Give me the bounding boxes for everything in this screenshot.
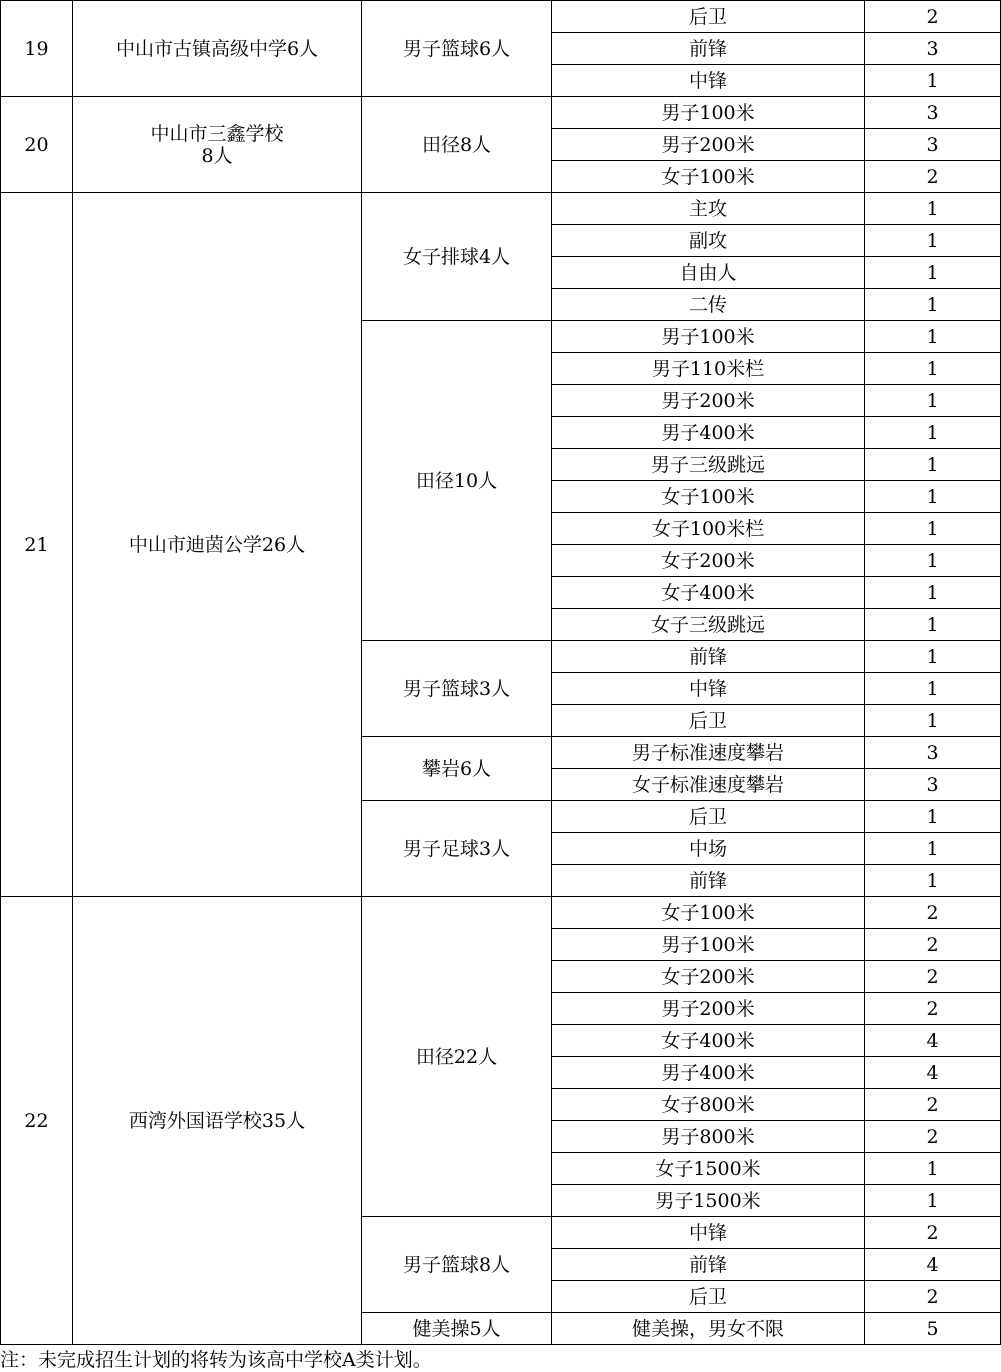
event-count: 1	[865, 673, 1001, 705]
event-count: 1	[865, 353, 1001, 385]
event-count: 1	[865, 641, 1001, 673]
sport-category: 田径8人	[362, 97, 552, 193]
event-name: 男子200米	[552, 385, 865, 417]
event-count: 1	[865, 1153, 1001, 1185]
event-count: 2	[865, 961, 1001, 993]
event-count: 1	[865, 417, 1001, 449]
sport-category: 健美操5人	[362, 1313, 552, 1345]
event-name: 男子200米	[552, 129, 865, 161]
event-name: 男子400米	[552, 417, 865, 449]
event-name: 中场	[552, 833, 865, 865]
event-count: 1	[865, 545, 1001, 577]
event-count: 5	[865, 1313, 1001, 1345]
event-name: 女子1500米	[552, 1153, 865, 1185]
event-name: 后卫	[552, 801, 865, 833]
event-count: 2	[865, 161, 1001, 193]
event-name: 前锋	[552, 641, 865, 673]
event-name: 健美操，男女不限	[552, 1313, 865, 1345]
event-name: 中锋	[552, 65, 865, 97]
event-name: 男子800米	[552, 1121, 865, 1153]
event-count: 3	[865, 33, 1001, 65]
event-count: 1	[865, 1185, 1001, 1217]
event-count: 1	[865, 289, 1001, 321]
event-count: 1	[865, 577, 1001, 609]
event-name: 女子100米	[552, 481, 865, 513]
event-name: 女子800米	[552, 1089, 865, 1121]
event-name: 男子110米栏	[552, 353, 865, 385]
event-count: 1	[865, 865, 1001, 897]
school-name: 西湾外国语学校35人	[73, 897, 362, 1345]
sport-category: 女子排球4人	[362, 193, 552, 321]
school-number: 22	[1, 897, 73, 1345]
footnote: 注：未完成招生计划的将转为该高中学校A类计划。	[0, 1349, 432, 1371]
event-count: 2	[865, 993, 1001, 1025]
event-name: 中锋	[552, 1217, 865, 1249]
event-name: 副攻	[552, 225, 865, 257]
event-count: 1	[865, 801, 1001, 833]
event-count: 2	[865, 1121, 1001, 1153]
sport-category: 男子篮球6人	[362, 1, 552, 97]
sport-category: 田径10人	[362, 321, 552, 641]
event-name: 女子400米	[552, 1025, 865, 1057]
event-name: 后卫	[552, 1281, 865, 1313]
enrollment-plan-body	[1, 1, 1001, 1345]
event-name: 前锋	[552, 865, 865, 897]
event-count: 1	[865, 257, 1001, 289]
event-count: 2	[865, 1, 1001, 33]
school-name: 中山市三鑫学校 8人	[73, 97, 362, 193]
table-row	[1, 193, 1001, 225]
event-count: 1	[865, 705, 1001, 737]
event-count: 4	[865, 1057, 1001, 1089]
school-number: 20	[1, 97, 73, 193]
event-count: 1	[865, 225, 1001, 257]
event-count: 1	[865, 193, 1001, 225]
school-name: 中山市古镇高级中学6人	[73, 1, 362, 97]
event-name: 男子1500米	[552, 1185, 865, 1217]
event-count: 3	[865, 97, 1001, 129]
school-number: 21	[1, 193, 73, 897]
event-count: 1	[865, 609, 1001, 641]
event-count: 3	[865, 769, 1001, 801]
event-count: 1	[865, 449, 1001, 481]
school-name: 中山市迪茵公学26人	[73, 193, 362, 897]
event-name: 女子100米	[552, 161, 865, 193]
event-name: 前锋	[552, 1249, 865, 1281]
event-name: 女子400米	[552, 577, 865, 609]
event-count: 2	[865, 929, 1001, 961]
event-count: 1	[865, 481, 1001, 513]
event-name: 女子100米	[552, 897, 865, 929]
school-number: 19	[1, 1, 73, 97]
event-count: 2	[865, 1281, 1001, 1313]
event-name: 女子200米	[552, 961, 865, 993]
event-name: 后卫	[552, 705, 865, 737]
event-count: 1	[865, 65, 1001, 97]
sport-category: 田径22人	[362, 897, 552, 1217]
table-row	[1, 1, 1001, 33]
event-name: 后卫	[552, 1, 865, 33]
event-name: 男子三级跳远	[552, 449, 865, 481]
event-count: 4	[865, 1025, 1001, 1057]
sport-category: 攀岩6人	[362, 737, 552, 801]
event-name: 女子200米	[552, 545, 865, 577]
table-row	[1, 897, 1001, 929]
event-name: 男子200米	[552, 993, 865, 1025]
table-row	[1, 97, 1001, 129]
event-count: 1	[865, 321, 1001, 353]
sport-category: 男子篮球3人	[362, 641, 552, 737]
event-count: 1	[865, 833, 1001, 865]
event-count: 3	[865, 737, 1001, 769]
event-count: 2	[865, 1217, 1001, 1249]
event-name: 前锋	[552, 33, 865, 65]
sport-category: 男子篮球8人	[362, 1217, 552, 1313]
event-name: 男子标准速度攀岩	[552, 737, 865, 769]
event-name: 男子100米	[552, 929, 865, 961]
event-count: 2	[865, 897, 1001, 929]
sport-category: 男子足球3人	[362, 801, 552, 897]
event-name: 女子100米栏	[552, 513, 865, 545]
event-count: 2	[865, 1089, 1001, 1121]
event-name: 中锋	[552, 673, 865, 705]
event-count: 1	[865, 385, 1001, 417]
event-name: 女子标准速度攀岩	[552, 769, 865, 801]
event-count: 4	[865, 1249, 1001, 1281]
event-name: 二传	[552, 289, 865, 321]
event-name: 男子400米	[552, 1057, 865, 1089]
event-name: 自由人	[552, 257, 865, 289]
event-count: 3	[865, 129, 1001, 161]
event-name: 男子100米	[552, 321, 865, 353]
event-name: 男子100米	[552, 97, 865, 129]
event-name: 主攻	[552, 193, 865, 225]
event-name: 女子三级跳远	[552, 609, 865, 641]
event-count: 1	[865, 513, 1001, 545]
